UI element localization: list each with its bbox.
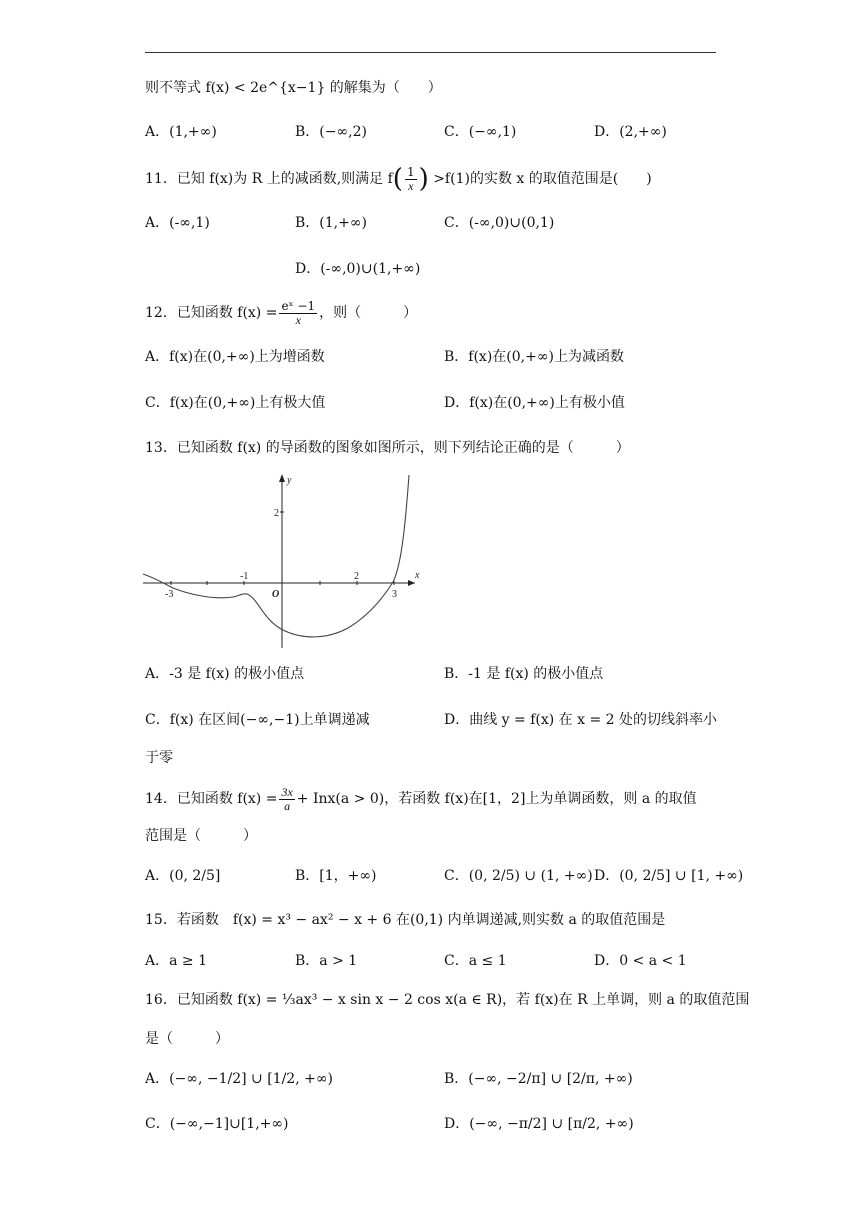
q14-option-c[interactable]: C．(0, 2/5) ∪ (1, +∞) [444,868,593,884]
q12-stem-part-a: 12．已知函数 f(x) = [145,305,278,321]
q11-option-a[interactable]: A．(-∞,1) [145,215,210,231]
q16-option-a[interactable]: A．(−∞, −1/2] ∪ [1/2, +∞) [145,1071,333,1087]
q12-option-a[interactable]: A．f(x)在(0,+∞)上为增函数 [145,349,325,365]
q14-option-d[interactable]: D．(0, 2/5] ∪ [1, +∞) [594,868,744,884]
x-tick-label-neg1: -1 [240,571,249,582]
q11-option-b[interactable]: B．(1,+∞) [295,215,367,231]
q12-fraction: $\frac{\text{eˣ −1}}{x}$ [281,298,316,327]
q12-stem-part-b: ，则（ ） [319,305,418,321]
x-tick-label-2: 2 [354,571,359,582]
q16-option-d[interactable]: D．(−∞, −π/2] ∪ [π/2, +∞) [444,1116,634,1132]
q13-option-a[interactable]: A．-3 是 f(x) 的极小值点 [145,666,305,682]
q16-stem: 16．已知函数 f(x) = ⅓ax³ − x sin x − 2 cos x(a ∈ R)，若 f(x)在 R 上单调，则 a 的取值范围 [145,992,750,1008]
y-axis-label: y [287,475,292,486]
q14-fraction: $\frac{3x}{a}$ [281,784,293,813]
q11-option-c[interactable]: C．(-∞,0)∪(0,1) [444,215,555,231]
q12-option-b[interactable]: B．f(x)在(0,+∞)上为减函数 [444,349,624,365]
q14-stem-line2: 范围是（ ） [145,828,257,844]
y-axis-arrow-icon [279,474,285,482]
q14-stem-part-b: + Inx(a > 0)，若函数 f(x)在[1，2]上为单调函数，则 a 的取值 [296,791,697,807]
header-rule [145,52,716,53]
q11-option-d[interactable]: D．(-∞,0)∪(1,+∞) [295,261,421,277]
origin-label: O [272,589,280,600]
q14-stem [145,782,697,816]
q16-stem-line2: 是（ ） [145,1031,229,1047]
q13-stem: 13．已知函数 f(x) 的导函数的图象如图所示，则下列结论正确的是（ ） [145,440,630,456]
q12-option-c[interactable]: C．f(x)在(0,+∞)上有极大值 [145,395,326,411]
q10-option-c[interactable]: C．(−∞,1) [444,124,517,140]
x-axis-label: x [415,570,420,581]
q14-stem-part-a: 14．已知函数 f(x) = [145,791,278,807]
q11-fraction: $\frac{1}{x}$ [406,164,415,193]
q15-stem: 15．若函数 f(x) = x³ − ax² − x + 6 在(0,1) 内单调递减,则实数 a 的取值范围是 [145,912,666,928]
q13-option-b[interactable]: B．-1 是 f(x) 的极小值点 [444,666,604,682]
derivative-curve [143,475,409,637]
q12-stem [145,296,417,330]
q14-option-a[interactable]: A．(0, 2/5] [145,868,221,884]
q10-option-d[interactable]: D．(2,+∞) [594,124,667,140]
q15-option-c[interactable]: C．a ≤ 1 [444,953,507,969]
q12-option-d[interactable]: D．f(x)在(0,+∞)上有极小值 [444,395,625,411]
q13-option-d-tail: 于零 [145,750,173,766]
q15-option-d[interactable]: D．0 < a < 1 [594,953,687,969]
q15-option-b[interactable]: B．a > 1 [295,953,358,969]
q13-option-d[interactable]: D．曲线 y = f(x) 在 x = 2 处的切线斜率小 [444,712,717,728]
x-tick-label-3: 3 [392,589,397,600]
q11-paren-close: ) [418,164,429,194]
q11-stem-part-b: >f(1)的实数 x 的取值范围是( ) [428,171,652,187]
q11-stem-part-a: 11．已知 f(x)为 R 上的减函数,则满足 f [145,171,393,187]
q16-option-b[interactable]: B．(−∞, −2/π] ∪ [2/π, +∞) [444,1071,633,1087]
q15-option-a[interactable]: A．a ≥ 1 [145,953,207,969]
q10-stem-continuation: 则不等式 f(x) < 2e^{x−1} 的解集为（ ） [145,80,442,96]
x-axis-arrow-icon [408,580,415,586]
q10-option-a[interactable]: A．(1,+∞) [145,124,217,140]
q11-stem [145,164,652,194]
derivative-graph [143,470,418,650]
q10-option-b[interactable]: B．(−∞,2) [295,124,367,140]
y-tick-label-2: 2 [274,508,279,519]
q13-option-c[interactable]: C．f(x) 在区间(−∞,−1)上单调递减 [145,712,370,728]
q11-paren-open: ( [392,164,403,194]
x-tick-label-neg3: -3 [165,589,174,600]
q16-option-c[interactable]: C．(−∞,−1]∪[1,+∞) [145,1116,289,1132]
q14-option-b[interactable]: B．[1，+∞) [295,868,377,884]
